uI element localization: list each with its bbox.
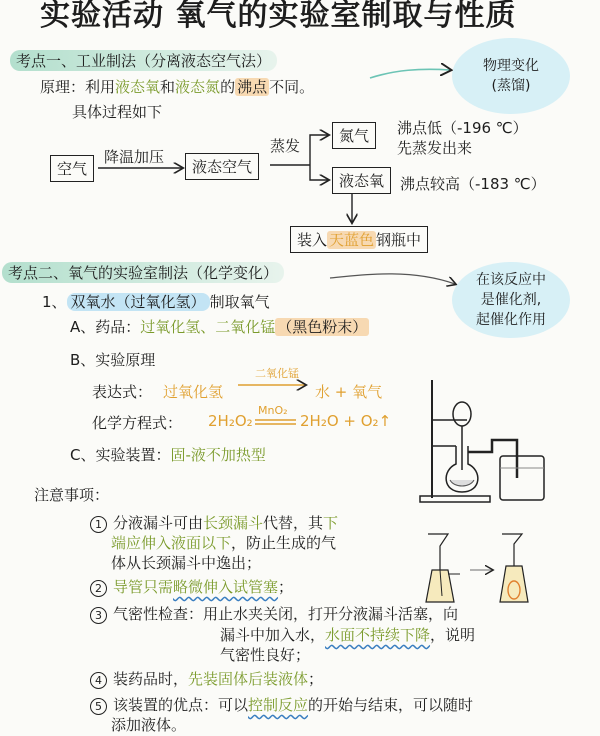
apparatus-line	[70, 444, 266, 465]
note2-number: 2	[90, 580, 107, 597]
note2-text-c: ；	[278, 578, 294, 596]
liquid-o2-text: 液态氧	[115, 78, 161, 96]
air-box: 空气	[50, 155, 94, 182]
note1-line1	[90, 512, 338, 533]
note3-text-b: 向	[443, 605, 459, 623]
apparatus-drawing	[412, 378, 562, 508]
note3-line2	[220, 624, 475, 645]
note3-text-a: 气密性检查：用止水夹关闭，打开分液漏斗活塞，	[113, 605, 444, 623]
step-evaporate: 蒸发	[270, 137, 301, 155]
note4-solid-first: 先装固体后装液体	[188, 670, 309, 688]
expression-label: 表达式：	[92, 383, 153, 401]
hydrogen-peroxide-text: 双氧水（过氧化氢）	[67, 293, 210, 311]
equation-label: 化学方程式：	[92, 414, 183, 432]
item1-number: 1、	[42, 293, 67, 311]
note4-number: 4	[90, 672, 107, 689]
step-cool-compress: 降温加压	[104, 148, 165, 166]
apparatus-type: 固-液不加热型	[170, 446, 266, 464]
bubble2-line-1: 在该反应中	[476, 272, 546, 288]
process-label: 具体过程如下	[72, 103, 163, 121]
notes-heading: 注意事项：	[34, 486, 110, 504]
note1-text-a: 分液漏斗可由	[113, 514, 204, 532]
apparatus-label: C、实验装置：	[70, 446, 171, 464]
note1-number: 1	[90, 516, 107, 533]
store-prefix: 装入	[297, 231, 328, 249]
sky-blue-text: 天蓝色	[329, 231, 375, 249]
note5-text-a: 该装置的优点：可以	[113, 696, 249, 714]
equation-right: 2H₂O + O₂↑	[300, 412, 392, 430]
bubble-line-2: (蒸馏)	[491, 78, 531, 94]
of-text: 的	[220, 78, 236, 96]
equation-catalyst: MnO₂	[258, 404, 288, 417]
section2-heading: 考点二、氧气的实验室制法（化学变化）	[2, 262, 284, 283]
note4-text-a: 装药品时，	[113, 670, 189, 688]
note3-water-level: 水面不持续下降	[325, 626, 431, 644]
liquid-air-box: 液态空气	[185, 153, 259, 180]
note1-long-funnel: 长颈漏斗	[203, 514, 264, 532]
nitrogen-box: 氮气	[332, 122, 376, 149]
bubble2-line-2: 是催化剂,	[480, 292, 542, 308]
boiling-point-text: 沸点	[237, 78, 268, 96]
store-suffix: 钢瓶中	[376, 231, 422, 249]
funnel-drawing	[420, 530, 560, 610]
catalyst-bubble	[452, 262, 570, 338]
note5-text-c: 的开始与结束，可以随时	[308, 696, 474, 714]
note5-number: 5	[90, 698, 107, 715]
note5-line2: 添加液体。	[111, 716, 187, 734]
note1-text-c: 代替，其	[263, 514, 324, 532]
note2-line	[90, 576, 293, 597]
note1-line3: 体从长颈漏斗中逸出；	[111, 554, 262, 572]
liquid-n2-text: 液态氮	[175, 78, 221, 96]
note5-control-reaction: 控制反应	[248, 696, 309, 714]
expression-products: 水 + 氧气	[315, 383, 383, 401]
drugs-note: （黑色粉末）	[277, 318, 368, 336]
principle-label: B、实验原理	[70, 351, 156, 369]
and-text: 和	[160, 78, 176, 96]
expression-reactant: 过氧化氢	[163, 383, 224, 401]
equation-left: 2H₂O₂	[208, 412, 253, 430]
note3-text-d: ，说明	[430, 626, 476, 644]
page-title: 实验活动 氧气的实验室制取与性质	[40, 0, 517, 33]
drugs-line	[70, 316, 369, 337]
item1-suffix: 制取氧气	[209, 293, 270, 311]
item1-line	[42, 291, 270, 312]
bubble-line-1: 物理变化	[483, 58, 539, 74]
oxygen-note: 沸点较高（-183 ℃）	[400, 175, 546, 193]
note1-line2	[111, 532, 336, 553]
note4-text-c: ；	[308, 670, 324, 688]
nitrogen-note-1: 沸点低（-196 ℃）	[397, 119, 528, 137]
nitrogen-note-2: 先蒸发出来	[397, 139, 473, 157]
note1-below-surface: 端应伸入液面以下	[111, 534, 232, 552]
drugs-label: A、药品：	[70, 318, 141, 336]
liquid-oxygen-box: 液态氧	[332, 167, 391, 194]
note3-line1	[90, 603, 458, 624]
note3-number: 3	[90, 607, 107, 624]
expression-catalyst: 二氧化锰	[255, 367, 299, 380]
note1-text-d: 下	[323, 514, 339, 532]
principle-suffix: 不同。	[269, 78, 315, 96]
note4-line	[90, 668, 323, 689]
drugs-value: 过氧化氢、二氧化锰	[140, 318, 276, 336]
note3-text-c: 漏斗中加入水，	[220, 626, 326, 644]
principle-prefix: 原理：利用	[40, 78, 116, 96]
section1-heading: 考点一、工业制法（分离液态空气法）	[10, 50, 277, 71]
note5-line1	[90, 694, 473, 715]
note1-text-e: ，防止生成的气	[231, 534, 337, 552]
note3-line3: 气密性良好；	[220, 646, 311, 664]
note2-slightly-insert: 略微伸入试管塞	[173, 578, 279, 596]
note2-text-a: 导管只需	[113, 578, 174, 596]
bubble2-line-3: 起催化作用	[476, 312, 546, 328]
